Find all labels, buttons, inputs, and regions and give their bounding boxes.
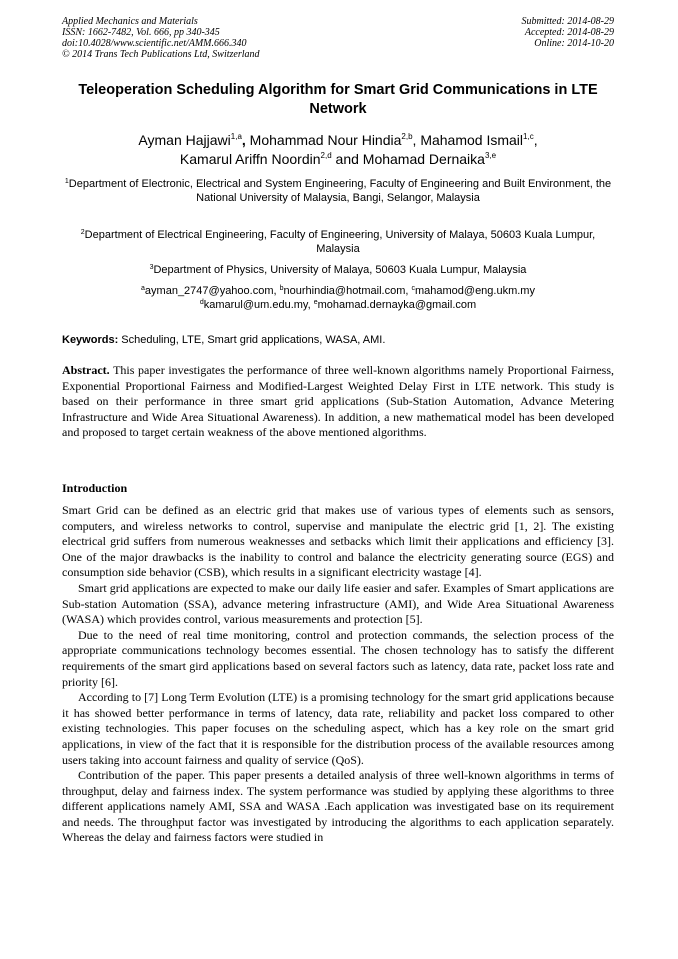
author-affiliation-mark: 3,e (484, 151, 497, 160)
affiliation-text: Department of Electronic, Electrical and System Engineering, Faculty of Engineering and Built Environment, the National University of Malaysia, Bangi, Selangor, Malaysia (68, 178, 612, 204)
email-address[interactable]: ayman_2747@yahoo.com, (144, 285, 280, 297)
journal-doi: doi:10.4028/www.scientific.net/AMM.666.340 (62, 38, 247, 49)
author-affiliation-mark: 2,b (401, 132, 413, 141)
affiliation-text: Department of Physics, University of Malaya, 50603 Kuala Lumpur, Malaysia (153, 264, 527, 276)
email-mark: c (411, 285, 415, 292)
paragraph: Smart grid applications are expected to make our daily life easier and safer. Examples of Smart applications are Sub-station Automation (SSA), advance metering infrastructure (AMI), and Wide Area Situational Awareness (WASA) which provides control, various measurements and protection [5]. (62, 580, 614, 627)
journal-info (62, 16, 260, 60)
affiliation-text: Department of Electrical Engineering, Faculty of Engineering, University of Malaya, 50603 Kuala Lumpur, Malaysia (84, 229, 596, 255)
section-heading-introduction: Introduction (62, 481, 128, 495)
author-affiliation-mark: 1,c (523, 132, 534, 141)
author-separator: , (533, 132, 538, 148)
email-mark: e (313, 299, 318, 306)
affiliation-mark: 1 (64, 178, 69, 185)
submission-dates (522, 16, 615, 49)
author-list (62, 131, 614, 169)
email-address[interactable]: kamarul@um.edu.my, (203, 299, 314, 311)
author-separator: and (331, 151, 363, 167)
affiliation-mark: 3 (149, 264, 154, 271)
abstract-text: This paper investigates the performance of three well-known algorithms namely Proportional Fairness, Exponential Proportional Fairness and Modified-Largest Weighted Delay First in LTE network. This study is based on their performance in three smart grid applications (Sub-Station Automation, Advance Metering Infrastructure and Wide Area Situational Awareness). In addition, a new mathematical model has been developed and proposed to target certain weakness of the above mentioned algorithms. (62, 363, 614, 440)
author-affiliation-mark: 1,a (230, 132, 242, 141)
affiliation-3 (62, 263, 614, 277)
email-mark: a (141, 285, 145, 292)
abstract (62, 363, 614, 441)
email-mark: d (199, 299, 204, 306)
paragraph: According to [7] Long Term Evolution (LTE) is a promising technology for the smart grid applications because it has showed better performance in terms of latency, data rate, reliability and packet loss compared to other existing technologies. This paper focuses on the scheduling aspect, which has a key role on the smart grid applications, in view of the fact that it is responsible for the distribution process of the available resources among users taking into account fairness and quality of service (QoS). (62, 690, 614, 767)
affiliation-mark: 2 (80, 229, 85, 236)
email-address[interactable]: mohamad.dernayka@gmail.com (317, 299, 477, 311)
paper-title: Teleoperation Scheduling Algorithm for Smart Grid Communications in LTE Network (78, 82, 598, 117)
author-separator: , (241, 132, 250, 148)
journal-name: Applied Mechanics and Materials (62, 16, 198, 27)
journal-issn: ISSN: 1662-7482, Vol. 666, pp 340-345 (62, 27, 220, 38)
email-mark: b (279, 285, 284, 292)
keywords-label: Keywords: (62, 334, 119, 346)
abstract-label: Abstract. (62, 363, 110, 377)
affiliation-2 (62, 228, 614, 256)
author-name: Kamarul Ariffn Noordin (179, 151, 321, 167)
journal-copyright: © 2014 Trans Tech Publications Ltd, Switzerland (62, 49, 260, 60)
accepted-date: Accepted: 2014-08-29 (524, 27, 614, 38)
author-name: Mahamod Ismail (420, 132, 524, 148)
email-address[interactable]: mahamod@eng.ukm.my (414, 285, 535, 297)
online-date: Online: 2014-10-20 (534, 38, 614, 49)
keywords-text: Scheduling, LTE, Smart grid applications, WASA, AMI. (118, 334, 386, 346)
affiliation-1 (62, 177, 614, 205)
author-name: Mohamad Dernaika (362, 151, 485, 167)
introduction-body (62, 503, 614, 846)
author-emails (62, 284, 614, 312)
email-address[interactable]: nourhindia@hotmail.com, (283, 285, 412, 297)
author-separator: , (412, 132, 421, 148)
submitted-date: Submitted: 2014-08-29 (521, 16, 614, 27)
paragraph: Smart Grid can be defined as an electric grid that makes use of various types of elements such as sensors, computers, and wireless networks to control, supervise and manipulate the electric grid [1, 2]. The existing electrical grid suffers from numerous weaknesses and setbacks which limit their applications and efficiency [3]. One of the major drawbacks is the inability to control and balance the electricity generating source (EGS) and consumption side behavior (CSB), which results in a significant electricity wastage [4]. (62, 503, 614, 580)
keywords (62, 333, 614, 347)
author-name: Ayman Hajjawi (138, 132, 231, 148)
author-name: Mohammad Nour Hindia (249, 132, 402, 148)
author-affiliation-mark: 2,d (320, 151, 332, 160)
paragraph: Due to the need of real time monitoring, control and protection commands, the selection process of the appropriate communications technology becomes essential. The chosen technology has to satisfy the different requirements of the smart gird applications based on several factors such as latency, data rate, packet loss rate and priority [6]. (62, 627, 614, 689)
paragraph: Contribution of the paper. This paper presents a detailed analysis of three well-known algorithms in terms of throughput, delay and fairness index. The system performance was studied by applying these algorithms to three different applications namely AMI, SSA and WASA .Each application was investigated base on its requirement and needs. The throughput factor was investigated by introducing the algorithms to each application separately. Whereas the delay and fairness factors were studied in (62, 768, 614, 845)
